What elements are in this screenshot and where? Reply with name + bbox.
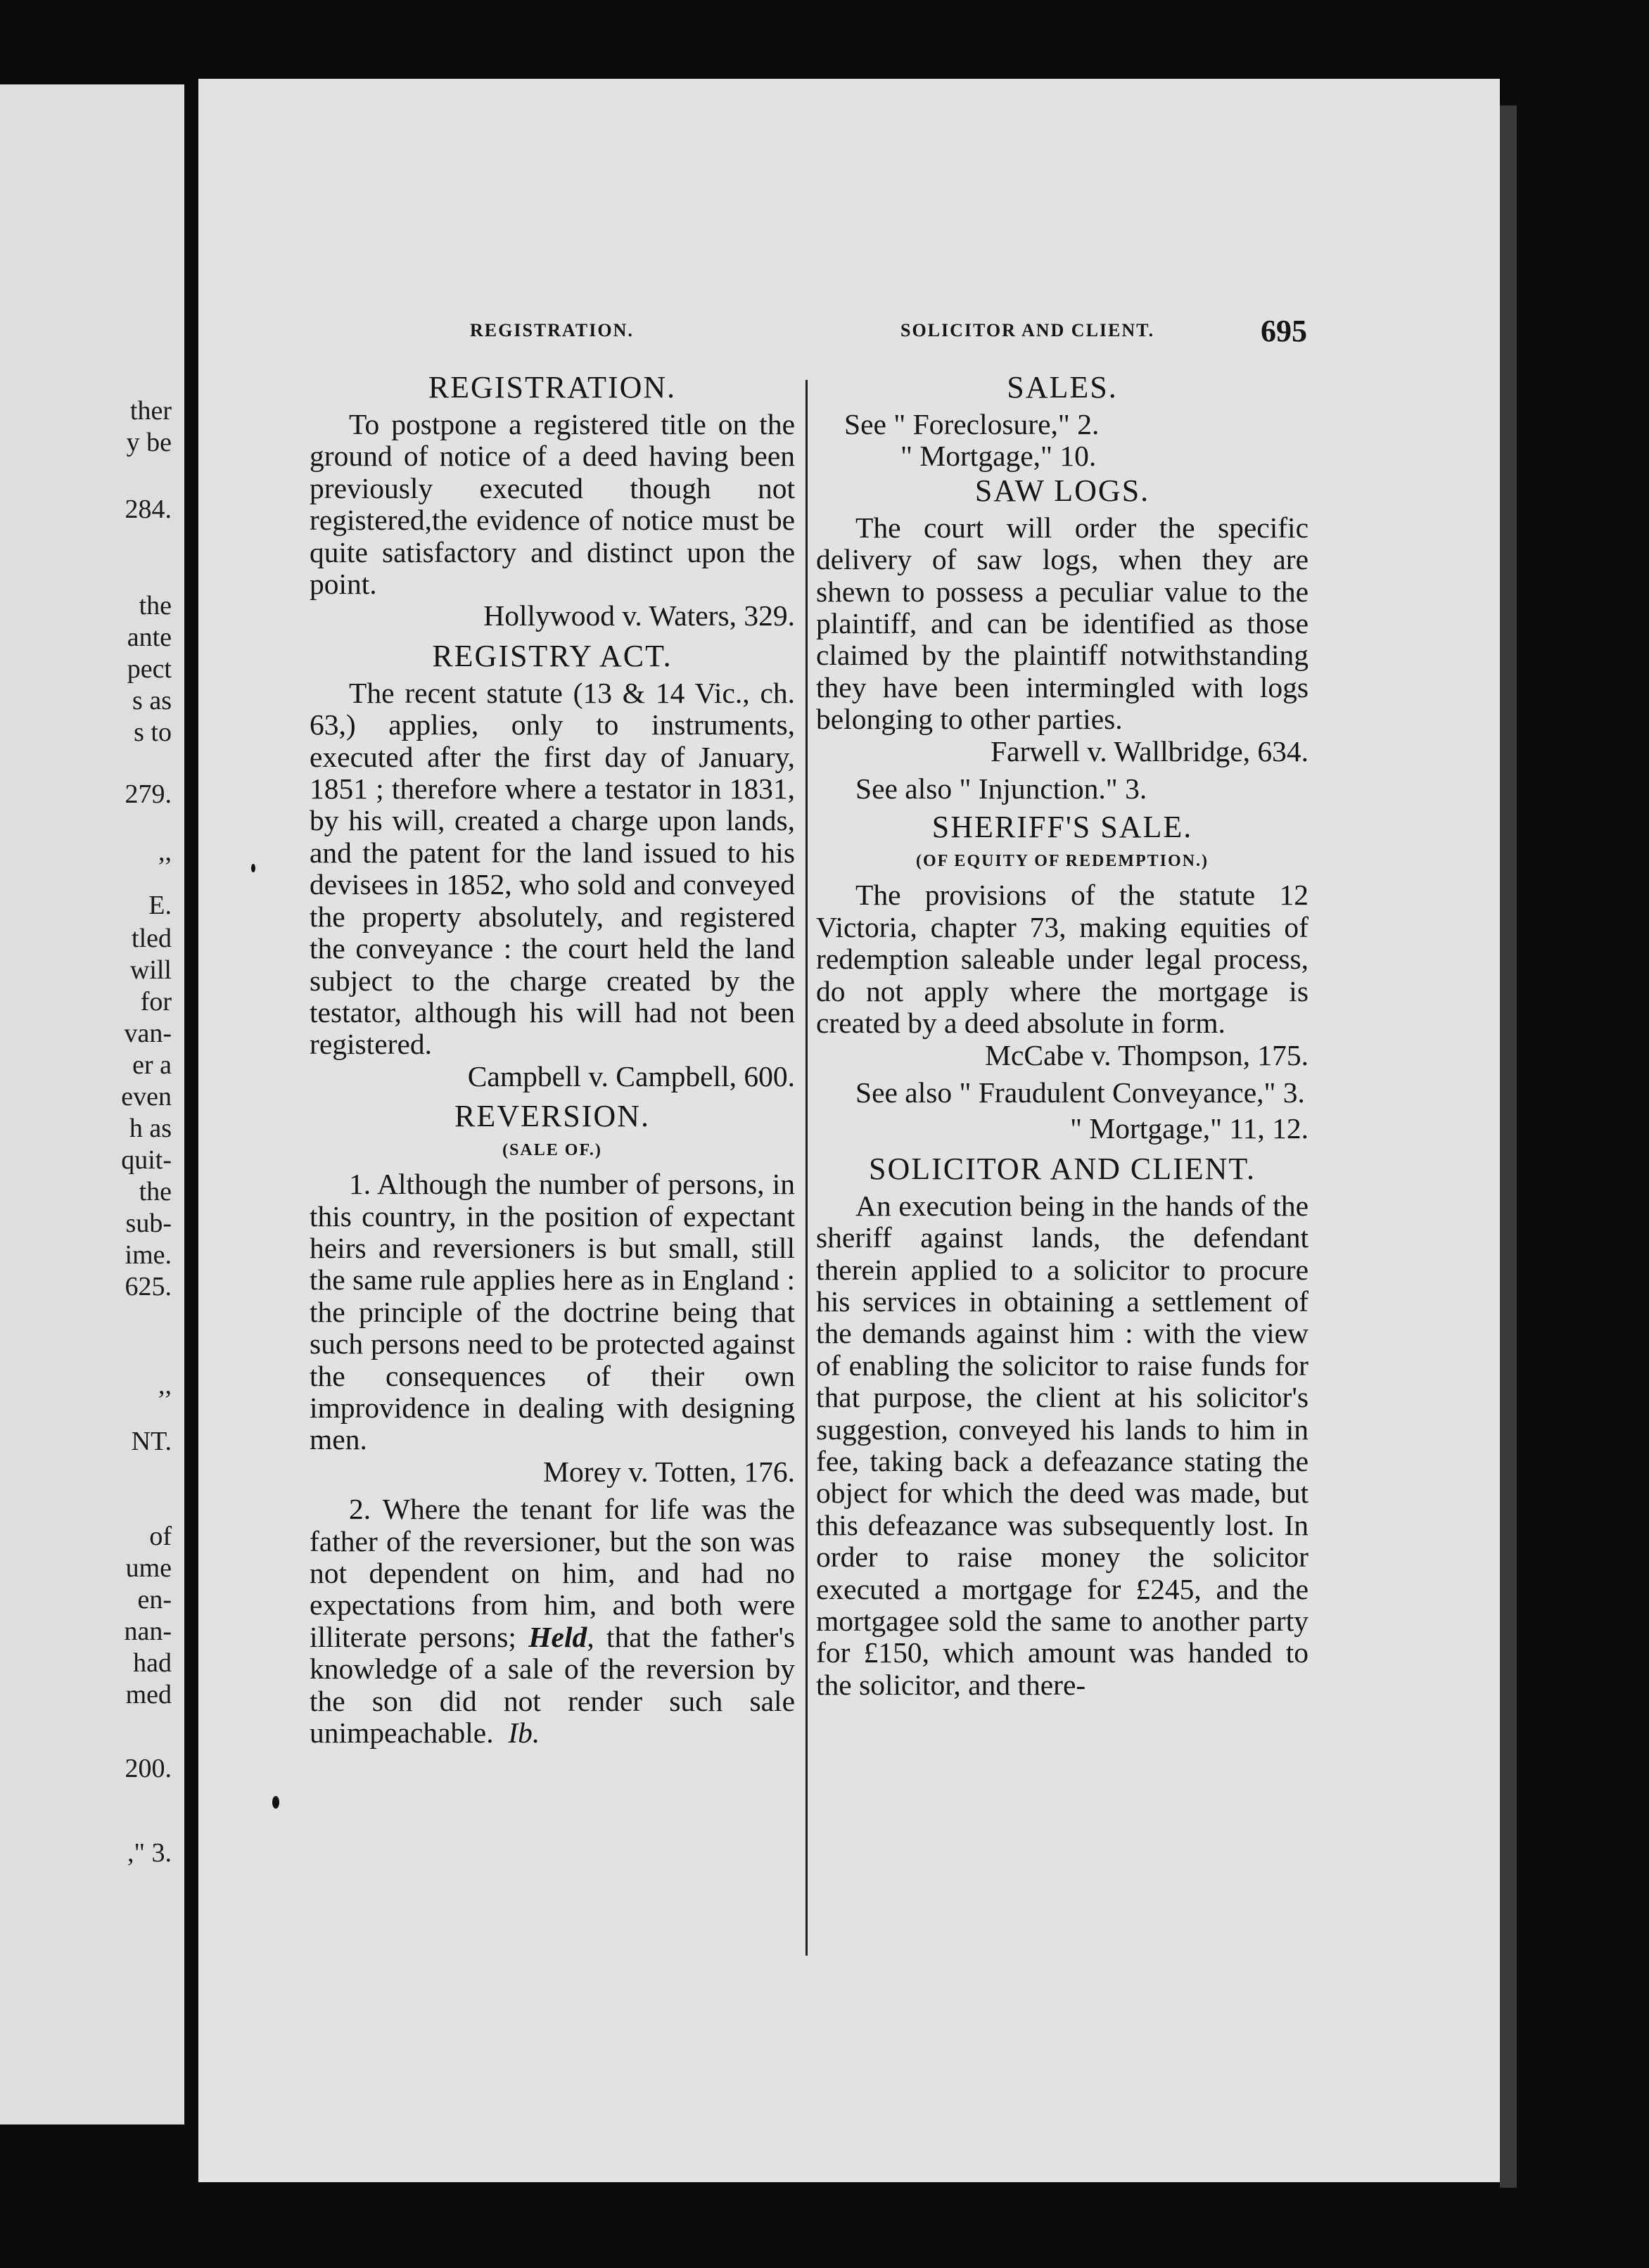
heading-saw-logs: SAW LOGS. bbox=[974, 473, 1150, 508]
reversion-paragraph-1: 1. Although the number of persons, in this country, in the position of expectant heirs and reversioners is but small, still the same rule applies here as in England : the principle of the doctrine being that such persons need to be protected against the consequences of their own improvidence in dealing with designing men. bbox=[310, 1168, 795, 1456]
ib-reference: Ib. bbox=[508, 1716, 540, 1750]
heading-reversion: REVERSION. bbox=[454, 1099, 650, 1134]
left-page-fragment: 284. bbox=[125, 495, 172, 524]
left-page-fragment: 200. bbox=[125, 1754, 172, 1783]
left-page-fragment: med bbox=[125, 1680, 172, 1709]
registration-citation: Hollywood v. Waters, 329. bbox=[483, 599, 795, 632]
left-page-fragment: van- bbox=[124, 1019, 172, 1048]
left-page-fragment: h as bbox=[129, 1114, 172, 1143]
left-column bbox=[310, 369, 795, 1749]
reversion-p2-end: , that the father's knowledge of a sale of the reversion by the son did not render such sale unimpeachable. bbox=[310, 1620, 795, 1750]
left-page-fragment: the bbox=[139, 1177, 172, 1206]
sheriffs-sale-text: The provisions of the statute 12 Victoria, chapter 73, making equities of redemption saleable under legal process, do not apply where the mortgage is created by a deed absolute in form. bbox=[816, 879, 1309, 1040]
held-word: Held bbox=[528, 1620, 587, 1653]
left-page-fragment: s to bbox=[134, 718, 172, 747]
left-page-fragment: pect bbox=[127, 654, 172, 684]
heading-sheriffs-sale: SHERIFF'S SALE. bbox=[931, 810, 1193, 845]
left-page-fragment: s as bbox=[132, 686, 172, 715]
heading-sales: SALES. bbox=[1007, 370, 1118, 404]
left-page-fragment: tled bbox=[132, 924, 172, 953]
reversion-p2-start: 2. Where the tenant for life was the father of the reversioner, but the son was not dependent on him, and had no expectations from him, and both were illiterate persons; bbox=[310, 1493, 795, 1653]
left-page-fragment: 279. bbox=[125, 779, 172, 809]
reversion-paragraph-2 bbox=[310, 1493, 795, 1749]
left-page-fragment: y be bbox=[126, 428, 172, 457]
left-page-fragment: ume bbox=[125, 1553, 172, 1583]
sheriffs-sale-citation: McCabe v. Thompson, 175. bbox=[985, 1038, 1309, 1071]
left-page-fragment: sub- bbox=[125, 1209, 172, 1238]
left-page-fragment: quit- bbox=[121, 1145, 172, 1175]
running-head-left: REGISTRATION. bbox=[470, 320, 634, 340]
left-page-fragment: for bbox=[140, 987, 172, 1017]
left-page-fragment: en- bbox=[137, 1585, 172, 1614]
column-divider bbox=[806, 380, 808, 1956]
right-column bbox=[816, 369, 1309, 1701]
saw-logs-text: The court will order the specific delivery of saw logs, when they are shewn to possess a peculiar value to the plaintiff, and can be identified as those claimed by the plaintiff notwithstanding they have been intermingled with logs belonging to other parties. bbox=[816, 511, 1309, 736]
page-edge-shadow bbox=[1500, 106, 1517, 2188]
sheriffs-sale-see-also: See also " Fraudulent Conveyance," 3. bbox=[855, 1076, 1305, 1109]
sheriffs-sale-subheading: (OF EQUITY OF REDEMPTION.) bbox=[916, 852, 1209, 871]
left-page-fragment: had bbox=[133, 1648, 172, 1678]
margin-mark bbox=[272, 1796, 279, 1809]
left-page-fragment: er a bbox=[132, 1050, 172, 1080]
left-page-fragment: ,, bbox=[158, 837, 172, 867]
left-page-fragment: ime. bbox=[125, 1240, 172, 1270]
left-page-fragment: will bbox=[129, 955, 172, 985]
left-page-fragment: the bbox=[139, 591, 172, 620]
left-page-fragment: ante bbox=[127, 623, 172, 652]
margin-mark bbox=[251, 864, 255, 872]
previous-page-strip bbox=[0, 84, 184, 2124]
left-page-fragment: nan- bbox=[124, 1617, 172, 1646]
sales-see-foreclosure: See " Foreclosure," 2. bbox=[844, 408, 1100, 440]
reversion-subheading: (SALE OF.) bbox=[502, 1141, 602, 1160]
heading-solicitor-and-client: SOLICITOR AND CLIENT. bbox=[868, 1151, 1256, 1186]
sheriffs-sale-see-mortgage: " Mortgage," 11, 12. bbox=[1070, 1112, 1309, 1145]
left-page-fragment: of bbox=[149, 1522, 172, 1551]
left-page-fragment: ther bbox=[129, 396, 172, 426]
page-number: 695 bbox=[1261, 314, 1307, 348]
left-page-fragment: ,, bbox=[158, 1370, 172, 1400]
left-page-fragment: 625. bbox=[125, 1272, 172, 1301]
saw-logs-see-also: See also " Injunction." 3. bbox=[855, 772, 1147, 805]
registration-text: To postpone a registered title on the ground of notice of a deed having been previously executed though not registered,the evidence of notice must be quite satisfactory and distinct upon the point. bbox=[310, 408, 795, 601]
reversion-citation-1: Morey v. Totten, 176. bbox=[543, 1455, 795, 1488]
running-head-right: SOLICITOR AND CLIENT. bbox=[900, 320, 1155, 340]
left-page-fragment: ," 3. bbox=[127, 1838, 172, 1868]
solicitor-and-client-text: An execution being in the hands of the sheriff against lands, the defendant therein applied to a solicitor to procure his services in obtaining a settlement of the demands against him : with the view of enabling the solicitor to raise funds for that purpose, the client at his solicitor's suggestion, conveyed his lands to him in fee, taking back a defeazance stating the object for which the deed was made, but this defeazance was subsequently lost. In order to raise money the solicitor executed a mortgage for £245, and the mortgagee sold the same to another party for £150, which amount was handed to the solicitor, and there- bbox=[816, 1189, 1309, 1701]
registry-act-text: The recent statute (13 & 14 Vic., ch. 63,) applies, only to instruments, executed after the first day of January, 1851 ; therefore where a testator in 1831, by his will, created a charge upon lands, and the patent for the land issued to his devisees in 1852, who sold and conveyed the property absolutely, and registered the conveyance : the court held the land subject to the charge created by the testator, although his will had not been registered. bbox=[310, 676, 795, 1061]
saw-logs-citation: Farwell v. Wallbridge, 634. bbox=[991, 734, 1309, 767]
left-page-fragment: even bbox=[121, 1082, 172, 1111]
heading-registration: REGISTRATION. bbox=[428, 370, 677, 404]
left-page-fragment: E. bbox=[148, 891, 172, 920]
sales-see-mortgage: " Mortgage," 10. bbox=[900, 440, 1097, 473]
registry-act-citation: Campbell v. Campbell, 600. bbox=[467, 1059, 795, 1092]
left-page-fragment: NT. bbox=[131, 1427, 172, 1456]
heading-registry-act: REGISTRY ACT. bbox=[432, 638, 673, 673]
